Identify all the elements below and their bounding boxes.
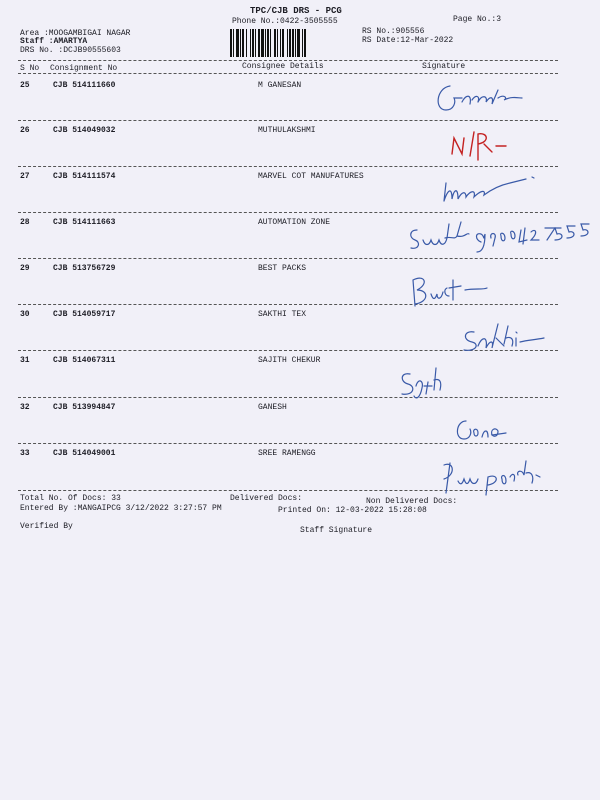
non-delivered-docs: Non Delivered Docs: [366, 497, 458, 506]
row-consignment: CJB 513756729 [53, 264, 116, 273]
phone-number: Phone No.:0422-3505555 [232, 17, 338, 26]
signature-row-28 [405, 208, 595, 258]
barcode-bar [292, 29, 294, 57]
entered-by: Entered By :MANGAIPCG 3/12/2022 3:27:57 PM [20, 504, 222, 513]
divider [18, 60, 558, 61]
delivered-docs: Delivered Docs: [230, 494, 303, 503]
row-sno: 32 [20, 403, 30, 412]
divider [18, 397, 558, 398]
row-sno: 30 [20, 310, 30, 319]
col-consignee-header: Consignee Details [242, 62, 324, 71]
rs-number: RS No.:905556 [362, 27, 425, 36]
row-sno: 29 [20, 264, 30, 273]
row-consignment: CJB 514111574 [53, 172, 116, 181]
row-consignee: SREE RAMENGG [258, 449, 316, 458]
signature-row-29 [405, 270, 495, 310]
row-sno: 31 [20, 356, 30, 365]
signature-row-27 [440, 175, 550, 211]
barcode-bar [302, 29, 303, 57]
signature-row-30 [458, 318, 558, 358]
row-consignment: CJB 514067311 [53, 356, 116, 365]
col-signature-header: Signature [422, 62, 466, 71]
verified-by: Verified By [20, 522, 73, 531]
barcode-bar [261, 29, 264, 57]
barcode-bar [265, 29, 266, 57]
barcode-bar [295, 29, 296, 57]
barcode-bar [240, 29, 241, 57]
row-sno: 33 [20, 449, 30, 458]
row-consignee: M GANESAN [258, 81, 302, 90]
signature-row-32 [452, 415, 512, 447]
staff-label: Staff :AMARTYA [20, 37, 88, 46]
barcode-bar [280, 29, 281, 57]
row-consignment: CJB 514111660 [53, 81, 116, 90]
barcode-bar [289, 29, 291, 57]
barcode-bar [252, 29, 254, 57]
staff-signature: Staff Signature [300, 526, 373, 535]
divider [18, 166, 558, 167]
col-consignment-header: Consignment No [50, 64, 118, 73]
row-consignee: SAKTHI TEX [258, 310, 307, 319]
signature-row-31 [398, 360, 468, 402]
document-title: TPC/CJB DRS - PCG [250, 6, 342, 16]
barcode-image [230, 29, 354, 57]
barcode-bar [277, 29, 278, 57]
total-docs: Total No. Of Docs: 33 [20, 494, 121, 503]
barcode-bar [282, 29, 284, 57]
drs-number: DRS No. :DCJB90555603 [20, 46, 121, 55]
barcode-bar [246, 29, 247, 57]
barcode-bar [297, 29, 300, 57]
barcode-bar [255, 29, 256, 57]
signature-row-25 [432, 80, 552, 120]
printed-on: Printed On: 12-03-2022 15:28:08 [278, 506, 427, 515]
divider [18, 120, 558, 121]
row-consignment: CJB 514049001 [53, 449, 116, 458]
row-sno: 27 [20, 172, 30, 181]
signature-row-33 [440, 455, 560, 500]
rs-date: RS Date:12-Mar-2022 [362, 36, 454, 45]
row-consignment: CJB 514111663 [53, 218, 116, 227]
divider [18, 258, 558, 259]
divider [18, 73, 558, 74]
barcode-bar [242, 29, 244, 57]
row-consignee: MUTHULAKSHMI [258, 126, 316, 135]
barcode-bar [230, 29, 232, 57]
row-sno: 28 [20, 218, 30, 227]
row-sno: 25 [20, 81, 30, 90]
barcode-bar [236, 29, 239, 57]
row-consignee: MARVEL COT MANUFATURES [258, 172, 364, 181]
col-sno-header: S No [20, 64, 40, 73]
row-consignee: GANESH [258, 403, 287, 412]
barcode-bar [287, 29, 288, 57]
row-consignee: AUTOMATION ZONE [258, 218, 331, 227]
barcode-bar [250, 29, 251, 57]
barcode-bar [258, 29, 260, 57]
page-number: Page No.:3 [453, 15, 502, 24]
barcode-bar [304, 29, 306, 57]
barcode-bar [267, 29, 269, 57]
row-sno: 26 [20, 126, 30, 135]
row-consignment: CJB 513994847 [53, 403, 116, 412]
signature-row-26 [448, 128, 518, 166]
row-consignee: SAJITH CHEKUR [258, 356, 321, 365]
row-consignment: CJB 514049032 [53, 126, 116, 135]
row-consignment: CJB 514059717 [53, 310, 116, 319]
row-consignee: BEST PACKS [258, 264, 307, 273]
barcode-bar [233, 29, 234, 57]
barcode-bar [270, 29, 271, 57]
barcode-bar [274, 29, 276, 57]
area-label: Area :MOOGAMBIGAI NAGAR [20, 29, 131, 38]
